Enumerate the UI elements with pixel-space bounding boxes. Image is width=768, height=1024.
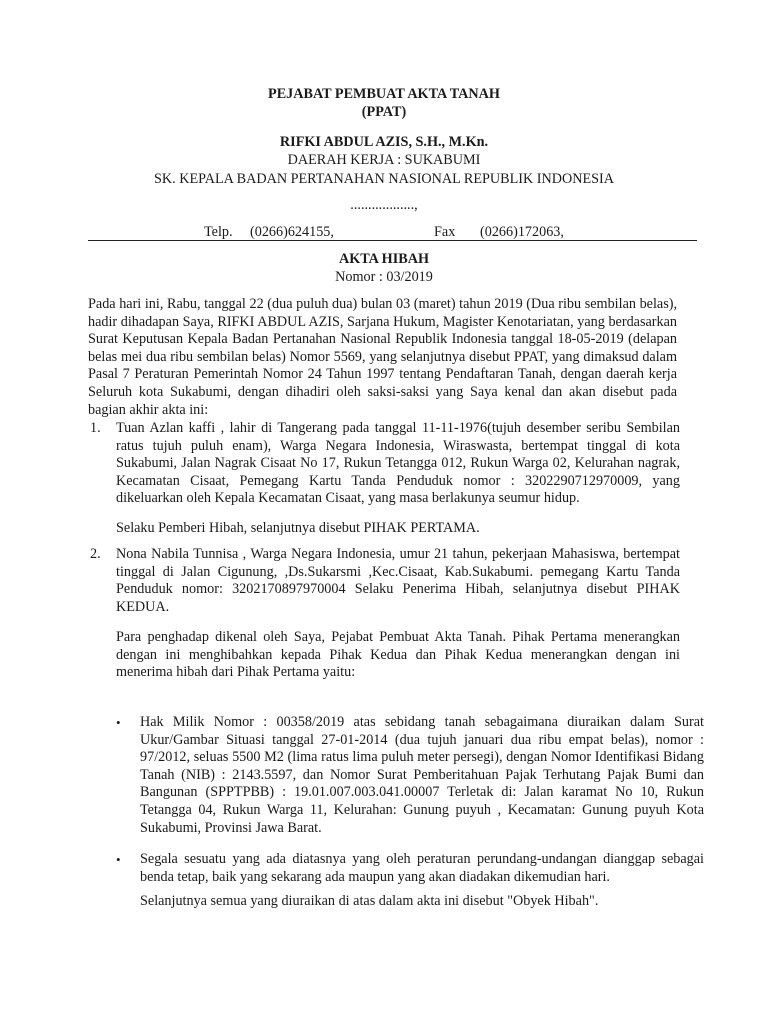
bullet-icon: • bbox=[116, 852, 121, 867]
office-title: PEJABAT PEMBUAT AKTA TANAH bbox=[268, 86, 500, 102]
letterhead-official bbox=[0, 134, 768, 169]
header-divider bbox=[88, 240, 697, 241]
party-one-text: Tuan Azlan kaffi , lahir di Tangerang pada tanggal 11-11-1976(tujuh desember seribu Sembilan ratus tujuh puluh enam), Warga Negara Indonesia, Wiraswasta, bertempat tinggal di kota Sukabumi, Jalan Nagrak Cisaat No 17, Rukun Tetangga 012, Rukun Warga 02, Kelurahan nagrak, Kecamatan Cisaat, Pemegang Kartu Tanda Penduduk nomor : 3202290712970009, yang dikeluarkan oleh Kepala Kecamatan Cisaat, yang masa berlakunya seumur hidup. bbox=[116, 420, 680, 507]
office-abbreviation: (PPAT) bbox=[361, 103, 407, 120]
letterhead-office bbox=[0, 86, 768, 121]
bullet-icon: • bbox=[116, 715, 121, 730]
deed-heading bbox=[0, 251, 768, 286]
telp-label: Telp. bbox=[204, 224, 233, 240]
deed-number: Nomor : 03/2019 bbox=[335, 268, 433, 285]
opening-paragraph: Pada hari ini, Rabu, tanggal 22 (dua puluh dua) bulan 03 (maret) tahun 2019 (Dua ribu sembilan belas), hadir dihadapan Saya, RIFKI ABDUL AZIS, Sarjana Hukum, Magister Kenotariatan, yang berdasarkan Surat Keputusan Kepala Badan Pertanahan Nasional Republik Indonesia tanggal 18-05-2019 (delapan belas mei dua ribu sembilan belas) Nomor 5569, yang selanjutnya disebut PPAT, yang dimaksud dalam Pasal 7 Peraturan Pemerintah Nomor 24 Tahun 1997 tentang Pendaftaran Tanah, dengan daerah kerja Seluruh kota Sukabumi, dengan dihadiri oleh saksi-saksi yang Saya kenal dan akan disebut pada bagian akhir akta ini: bbox=[88, 296, 677, 418]
deed-title: AKTA HIBAH bbox=[338, 251, 429, 267]
address-placeholder: .................., bbox=[350, 197, 418, 213]
decree-line: SK. KEPALA BADAN PERTANAHAN NASIONAL REPUBLIK INDONESIA bbox=[153, 171, 615, 187]
fax-label: Fax bbox=[434, 224, 456, 240]
official-name: RIFKI ABDUL AZIS, S.H., M.Kn. bbox=[279, 134, 489, 150]
party-one-role: Selaku Pemberi Hibah, selanjutnya disebut PIHAK PERTAMA. bbox=[116, 520, 480, 536]
list-number: 1. bbox=[90, 420, 101, 436]
closing-paragraph: Selanjutnya semua yang diuraikan di atas dalam akta ini disebut "Obyek Hibah". bbox=[140, 893, 599, 909]
object-two-text: Segala sesuatu yang ada diatasnya yang oleh peraturan perundang-undangan dianggap sebagai benda tetap, baik yang sekarang ada maupun yang akan diadakan dikemudian hari. bbox=[140, 851, 704, 885]
work-area: DAERAH KERJA : SUKABUMI bbox=[287, 151, 481, 168]
party-two-text: Nona Nabila Tunnisa , Warga Negara Indonesia, umur 21 tahun, pekerjaan Mahasiswa, bertempat tinggal di Jalan Cigunung, ,Ds.Sukarsmi ,Kec.Cisaat, Kab.Sukabumi. pemegang Kartu Tanda Penduduk nomor: 3202170897970004 Selaku Penerima Hibah, selanjutnya disebut PIHAK KEDUA. bbox=[116, 546, 680, 615]
object-one-text: Hak Milik Nomor : 00358/2019 atas sebidang tanah sebagaimana diuraikan dalam Surat Ukur/Gambar Situasi tanggal 27-01-2014 (dua tujuh januari dua ribu empat belas), nomor : 97/2012, seluas 5500 M2 (lima ratus lima puluh meter persegi), dengan Nomor Identifikasi Bidang Tanah (NIB) : 2143.5597, dan Nomor Surat Pemberitahuan Pajak Terhutang Pajak Bumi dan Bangunan (SPPTPBB) : 19.01.007.003.041.00007 Terletak di: Jalan karamat No 10, Rukun Tetangga 04, Rukun Warga 11, Kelurahan: Gunung puyuh , Kecamatan: Gunung puyuh Kota Sukabumi, Provinsi Jawa Barat. bbox=[140, 714, 704, 836]
statement-paragraph: Para penghadap dikenal oleh Saya, Pejabat Pembuat Akta Tanah. Pihak Pertama menerangkan dengan ini menghibahkan kepada Pihak Kedua dan Pihak Kedua menerangkan dengan ini menerima hibah dari Pihak Pertama yaitu: bbox=[116, 629, 680, 681]
fax-value: (0266)172063, bbox=[480, 224, 564, 240]
telp-value: (0266)624155, bbox=[250, 224, 334, 240]
list-number: 2. bbox=[90, 546, 101, 562]
